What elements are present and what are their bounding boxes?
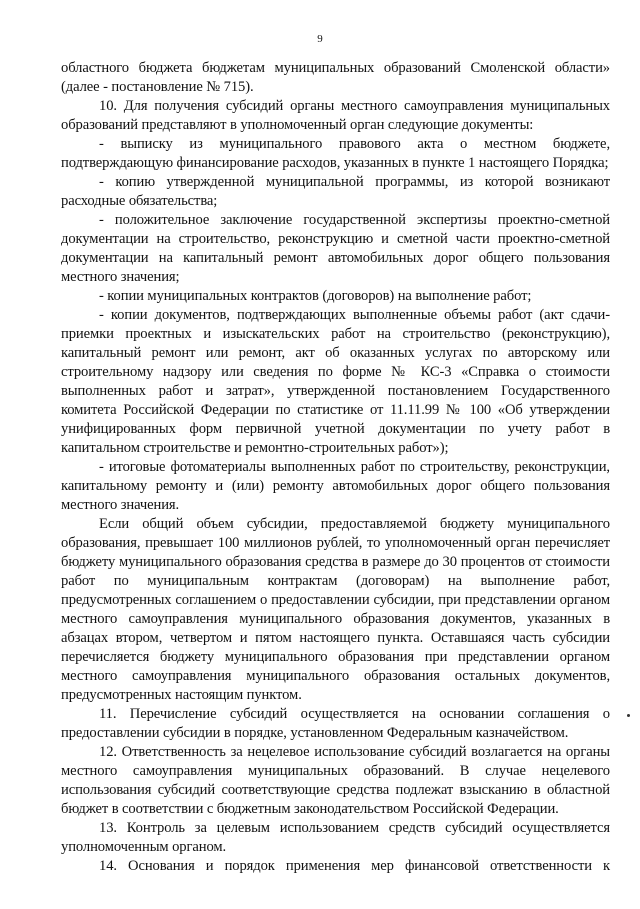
- list-item-budget-extract: - выписку из муниципального правового акта о местном бюджете, подтверждающую финансирование расходов, указанных в пункте 1 настоящего Порядка;: [61, 136, 610, 171]
- scan-speck: [627, 714, 630, 717]
- list-item-contract-copies: - копии муниципальных контрактов (договоров) на выполнение работ;: [99, 288, 532, 304]
- page-number: 9: [317, 33, 323, 45]
- list-item-program-copy: - копию утвержденной муниципальной программы, из которой возникают расходные обязательства;: [61, 174, 610, 209]
- paragraph-item-13: 13. Контроль за целевым использованием средств субсидий осуществляется уполномоченным органом.: [61, 820, 610, 855]
- paragraph-continuation: областного бюджета бюджетам муниципальных образований Смоленской области» (далее - постановление № 715).: [61, 60, 610, 95]
- list-item-work-documents: - копии документов, подтверждающих выполненные объемы работ (акт сдачи-приемки проектных и изыскательских работ на строительство (реконструкцию), капитальный ремонт или ремонт, акт об оказанных услугах по авторскому или строительному надзору или сведения по форме № КС-3 «Справка о стоимости выполненных работ и затрат», утвержденной постановлением Государственного комитета Российской Федерации по статистике от 11.11.99 № 100 «Об утверждении унифицированных форм первичной учетной документации по учету работ в капитальном строительстве и ремонтно-строительных работ»);: [61, 307, 610, 456]
- paragraph-item-10: 10. Для получения субсидий органы местного самоуправления муниципальных образований представляют в уполномоченный орган следующие документы:: [61, 98, 610, 133]
- list-item-photo-materials: - итоговые фотоматериалы выполненных работ по строительству, реконструкции, капитальному ремонту и (или) ремонту автомобильных дорог общего пользования местного значения.: [61, 459, 610, 513]
- paragraph-item-12: 12. Ответственность за нецелевое использование субсидий возлагается на органы местного самоуправления муниципальных образований. В случае нецелевого использования субсидий соответствующие средства подлежат взысканию в областной бюджет в соответствии с бюджетным законодательством Российской Федерации.: [61, 744, 610, 817]
- paragraph-subsidy-threshold: Если общий объем субсидии, предоставляемой бюджету муниципального образования, превышает 100 миллионов рублей, то уполномоченный орган перечисляет бюджету муниципального образования средства в размере до 30 процентов от стоимости работ по муниципальным контрактам (договорам) на выполнение работ, предусмотренных соглашением о предоставлении субсидии, при представлении органом местного самоуправления муниципального образования документов, указанных в абзацах втором, четвертом и пятом настоящего пункта. Оставшаяся часть субсидии перечисляется бюджету муниципального образования при представлении органом местного самоуправления муниципального образования остальных документов, предусмотренных настоящим пунктом.: [61, 516, 610, 703]
- paragraph-item-11: 11. Перечисление субсидий осуществляется на основании соглашения о предоставлении субсидии в порядке, установленном Федеральным казначейством.: [61, 706, 610, 741]
- document-body: [61, 59, 610, 876]
- list-item-expertise-conclusion: - положительное заключение государственной экспертизы проектно-сметной документации на строительство, реконструкцию и сметной части проектно-сметной документации на капитальный ремонт автомобильных дорог общего пользования местного значения;: [61, 212, 610, 285]
- paragraph-item-14: 14. Основания и порядок применения мер финансовой ответственности к: [99, 858, 610, 874]
